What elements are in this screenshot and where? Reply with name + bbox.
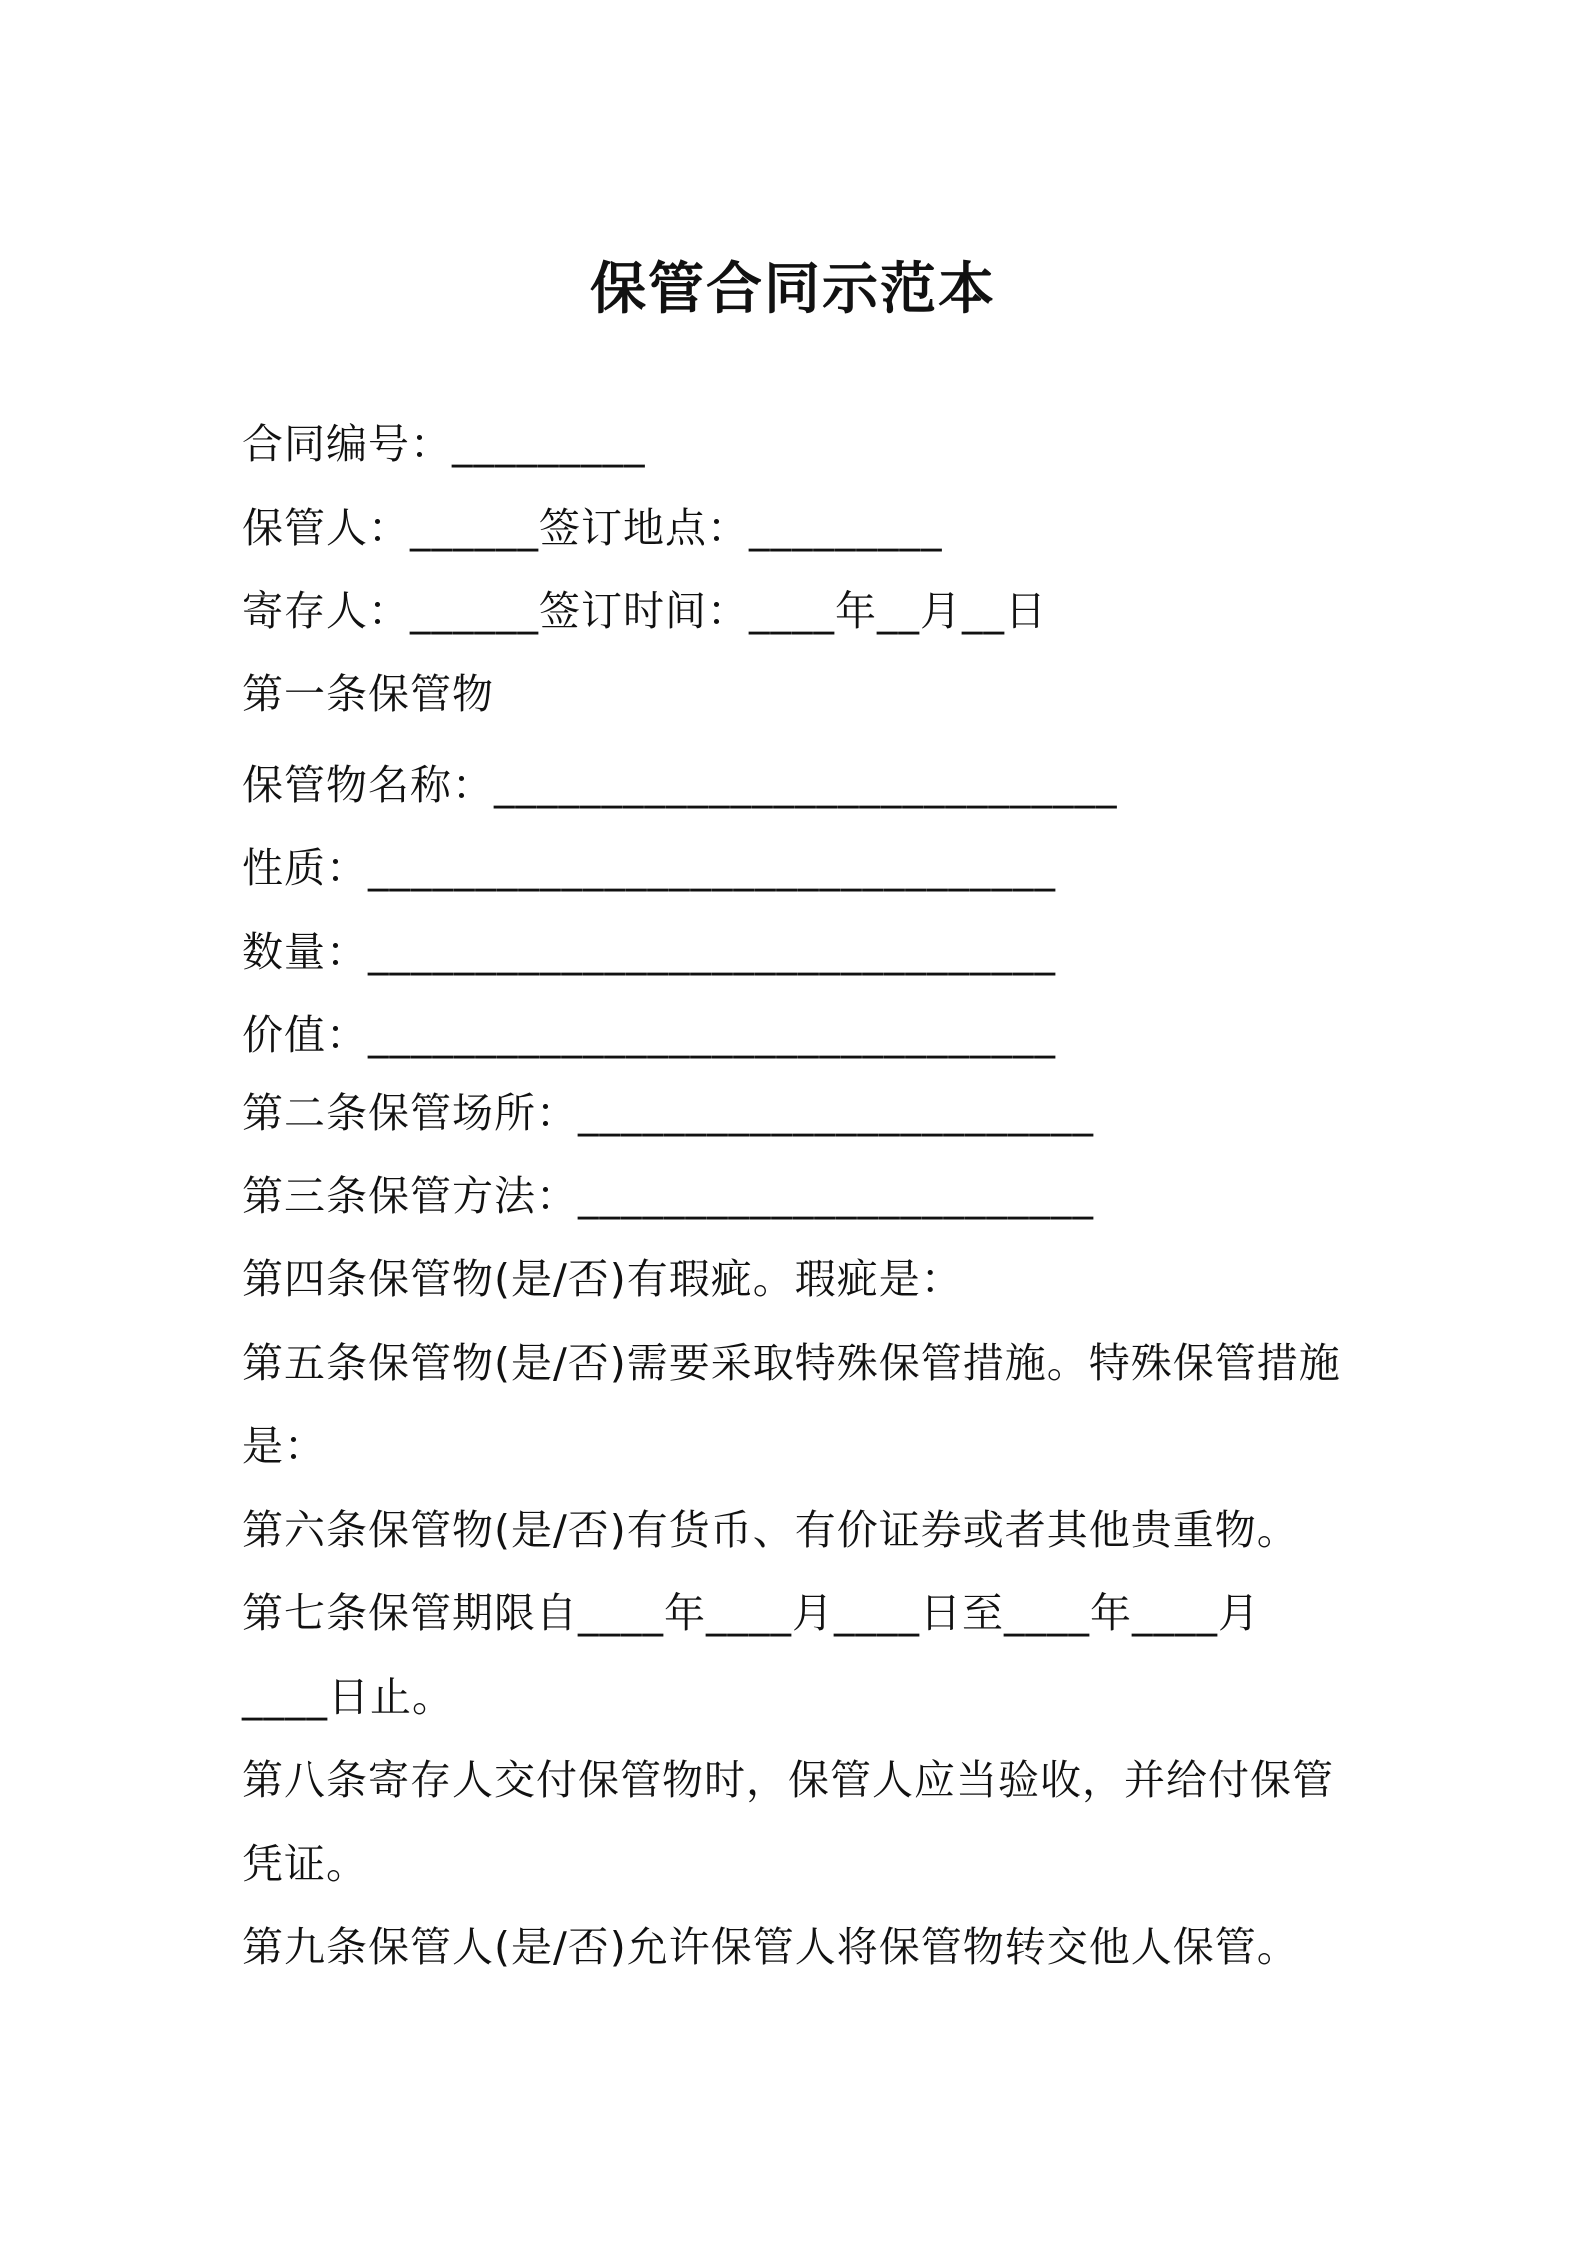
article-9-line: 第九条保管人(是/否)允许保管人将保管物转交他人保管。 — [242, 1923, 1299, 1971]
article-8-line: 第八条寄存人交付保管物时，保管人应当验收，并给付保管 — [242, 1756, 1334, 1804]
article-7-continuation: ____日止。 — [242, 1673, 454, 1721]
article-3-line: 第三条保管方法：________________________ — [242, 1172, 1094, 1220]
value-line: 价值：________________________________ — [242, 1011, 1056, 1059]
article-5-continuation: 是： — [242, 1422, 326, 1470]
item-name-line: 保管物名称：_____________________________ — [242, 761, 1118, 809]
contract-number-line: 合同编号：_________ — [242, 420, 646, 468]
document-title: 保管合同示范本 — [590, 257, 996, 322]
article-7-line: 第七条保管期限自____年____月____日至____年____月 — [242, 1589, 1260, 1637]
custodian-line: 保管人：______签订地点：_________ — [242, 504, 943, 552]
article-2-line: 第二条保管场所：________________________ — [242, 1089, 1094, 1137]
article-4-line: 第四条保管物(是/否)有瑕疵。瑕疵是： — [242, 1255, 963, 1303]
article-8-continuation: 凭证。 — [242, 1840, 368, 1888]
nature-line: 性质：________________________________ — [242, 844, 1056, 892]
quantity-line: 数量：________________________________ — [242, 928, 1056, 976]
article-1-heading: 第一条保管物 — [242, 670, 494, 718]
article-6-line: 第六条保管物(是/否)有货币、有价证券或者其他贵重物。 — [242, 1506, 1299, 1554]
depositor-line: 寄存人：______签订时间：____年__月__日 — [242, 587, 1047, 635]
article-5-line: 第五条保管物(是/否)需要采取特殊保管措施。特殊保管措施 — [242, 1339, 1341, 1387]
